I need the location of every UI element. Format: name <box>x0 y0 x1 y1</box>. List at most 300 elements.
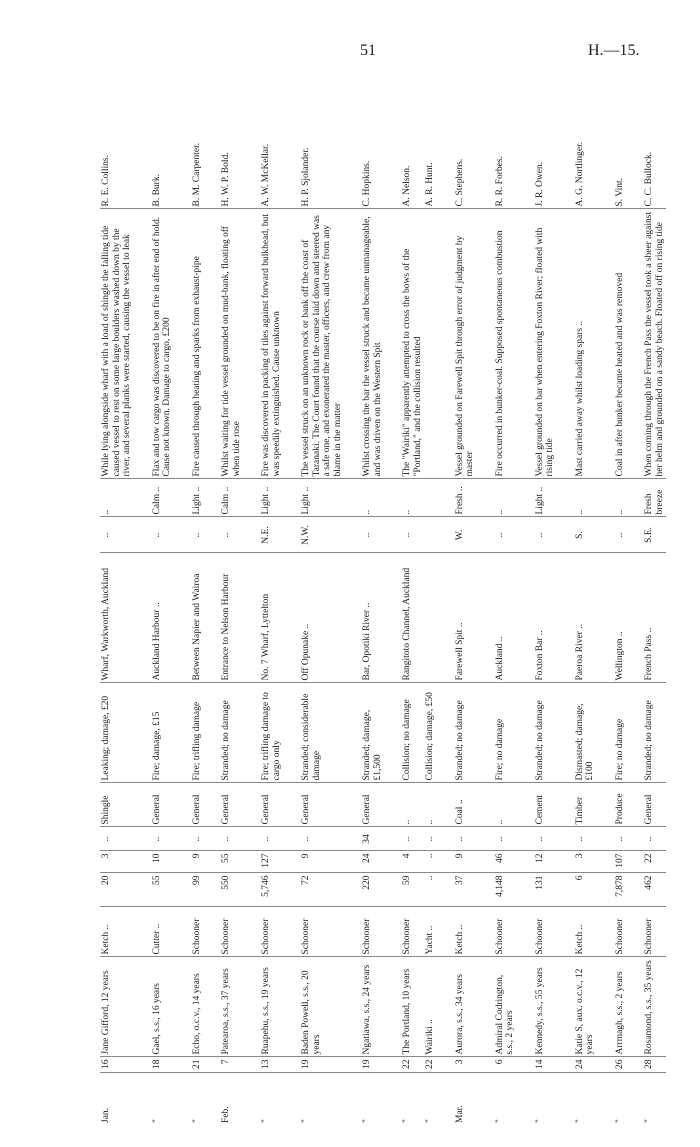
spacer-cell <box>557 957 574 1057</box>
vessel-cell: The Portland, 10 years <box>401 957 424 1057</box>
spacer-cell <box>283 827 300 851</box>
vessel-cell: Wairiki .. <box>424 957 437 1057</box>
spacer-cell <box>626 1073 643 1125</box>
spacer-cell <box>203 1073 220 1125</box>
day-cell: 19 <box>361 1057 384 1073</box>
spacer-cell <box>283 479 300 517</box>
spacer-cell <box>203 553 220 683</box>
force-cell <box>424 479 437 517</box>
spacer-cell <box>384 479 401 517</box>
crew-cell: 3 <box>574 851 597 873</box>
passengers-cell: .. <box>191 827 204 851</box>
spacer-cell <box>134 907 151 957</box>
rig-cell: Schooner <box>361 907 384 957</box>
day-cell: 22 <box>401 1057 424 1073</box>
row-spacer <box>626 65 643 1125</box>
crew-cell: 4 <box>401 851 424 873</box>
spacer-cell <box>283 957 300 1057</box>
vessel-cell: Rosamond, s.s., 35 years <box>643 957 666 1057</box>
spacer-cell <box>597 1073 614 1125</box>
spacer-cell <box>174 65 191 209</box>
wind-cell: .. <box>100 517 134 553</box>
spacer-cell <box>626 209 643 479</box>
spacer-cell <box>626 851 643 873</box>
spacer-cell <box>477 1073 494 1125</box>
cause-cell: Fire occurred in bunker-coal. Supposed spontaneous combustion <box>494 209 517 479</box>
spacer-cell <box>174 783 191 827</box>
wind-cell: .. <box>220 517 243 553</box>
rig-cell: Ketch .. <box>100 907 134 957</box>
spacer-cell <box>557 907 574 957</box>
spacer-cell <box>557 209 574 479</box>
spacer-cell <box>344 873 361 907</box>
damage-cell: Fire; no damage <box>614 683 627 783</box>
row-spacer <box>203 65 220 1125</box>
day-cell: 22 <box>424 1057 437 1073</box>
spacer-cell <box>174 517 191 553</box>
spacer-cell <box>517 1073 534 1125</box>
spacer-cell <box>477 553 494 683</box>
spacer-cell <box>243 957 260 1057</box>
spacer-cell <box>134 1073 151 1125</box>
row-spacer <box>597 65 614 1125</box>
spacer-cell <box>243 553 260 683</box>
cargo-cell: General <box>300 783 344 827</box>
cargo-cell: Timber <box>574 783 597 827</box>
vessel-cell: Arrmagh, s.s., 2 years <box>614 957 627 1057</box>
spacer-cell <box>203 209 220 479</box>
day-cell: 6 <box>494 1057 517 1073</box>
day-cell: 14 <box>534 1057 557 1073</box>
cargo-cell: General <box>643 783 666 827</box>
tonnage-cell: .. <box>424 873 437 907</box>
rig-cell: Ketch .. <box>454 907 477 957</box>
tonnage-cell: 59 <box>401 873 424 907</box>
spacer-cell <box>203 827 220 851</box>
tonnage-cell: 220 <box>361 873 384 907</box>
spacer-cell <box>243 1057 260 1073</box>
spacer-cell <box>203 479 220 517</box>
spacer-cell <box>134 827 151 851</box>
tonnage-cell: 550 <box>220 873 243 907</box>
place-cell: Wellington .. <box>614 553 627 683</box>
cause-cell: Flax and tow cargo was discovered to be on fire in after end of hold. Cause not known. Damage to cargo, £200 <box>151 209 174 479</box>
month-cell: " <box>260 1073 283 1125</box>
spacer-cell <box>283 209 300 479</box>
passengers-cell: .. <box>614 827 627 851</box>
spacer-cell <box>437 1073 454 1125</box>
wind-cell: N.W. <box>300 517 344 553</box>
spacer-cell <box>283 65 300 209</box>
series-code: H.—15. <box>588 42 640 59</box>
passengers-cell: .. <box>643 827 666 851</box>
crew-cell: 9 <box>454 851 477 873</box>
spacer-cell <box>203 65 220 209</box>
spacer-cell <box>203 957 220 1057</box>
spacer-cell <box>174 827 191 851</box>
crew-cell: 55 <box>220 851 243 873</box>
spacer-cell <box>134 65 151 209</box>
spacer-cell <box>283 851 300 873</box>
month-cell: " <box>300 1073 344 1125</box>
spacer-cell <box>517 479 534 517</box>
spacer-cell <box>384 827 401 851</box>
rig-cell: Yacht .. <box>424 907 437 957</box>
spacer-cell <box>344 683 361 783</box>
force-cell: .. <box>614 479 627 517</box>
damage-cell: Collision; damage, £50 <box>424 683 437 783</box>
crew-cell: 10 <box>151 851 174 873</box>
day-cell: 26 <box>614 1057 627 1073</box>
spacer-cell <box>384 1073 401 1125</box>
crew-cell: 107 <box>614 851 627 873</box>
inquiry-cell: A. W. McKellar. <box>261 143 271 207</box>
wind-cell <box>424 517 437 553</box>
rig-cell: Cutter .. <box>151 907 174 957</box>
vessel-cell: Echo, o.c.v., 14 years <box>191 957 204 1057</box>
inquiry-cell: B. Burk. <box>151 174 162 207</box>
spacer-cell <box>174 1073 191 1125</box>
spacer-cell <box>517 1057 534 1073</box>
passengers-cell: .. <box>100 827 134 851</box>
spacer-cell <box>477 907 494 957</box>
inquiry-cell: A. Nelson. <box>402 165 412 207</box>
place-cell: Off Opunake .. <box>300 553 344 683</box>
cause-cell: When coming through the French Pass the vessel took a sheer against her helm and grounded on a sandy beach. Floated off on rising tide <box>643 209 666 479</box>
cargo-cell: General <box>361 783 384 827</box>
spacer-cell <box>477 479 494 517</box>
spacer-cell <box>203 1057 220 1073</box>
spacer-cell <box>344 553 361 683</box>
inquiry-cell: R. E. Collins. <box>101 155 111 207</box>
force-cell: Light .. <box>300 479 344 517</box>
spacer-cell <box>626 683 643 783</box>
inquiry-cell: B. M. Carpenter. <box>191 142 202 207</box>
spacer-cell <box>243 907 260 957</box>
table-row <box>424 65 437 1125</box>
month-cell: Feb. <box>220 1073 243 1125</box>
spacer-cell <box>557 553 574 683</box>
spacer-cell <box>626 827 643 851</box>
month-cell: " <box>643 1073 666 1125</box>
cause-cell: Fire was discovered in packing of tiles against forward bulkhead, but was speedily extinguished. Cause unknown <box>260 209 283 479</box>
table-row <box>614 65 627 1125</box>
force-cell: .. <box>100 479 134 517</box>
place-cell: Foxton Bar .. <box>534 553 557 683</box>
cargo-cell: Cement <box>534 783 557 827</box>
row-spacer <box>517 65 534 1125</box>
place-cell: Bar, Opotiki River .. <box>361 553 384 683</box>
day-cell: 24 <box>574 1057 597 1073</box>
month-cell: " <box>614 1073 627 1125</box>
rig-cell: Schooner <box>494 907 517 957</box>
row-spacer <box>174 65 191 1125</box>
spacer-cell <box>477 1057 494 1073</box>
tonnage-cell: 131 <box>534 873 557 907</box>
tonnage-cell: 99 <box>191 873 204 907</box>
place-cell: Entrance to Nelson Harbour <box>220 553 243 683</box>
spacer-cell <box>437 553 454 683</box>
crew-cell: 22 <box>643 851 666 873</box>
spacer-cell <box>134 479 151 517</box>
day-cell: 7 <box>220 1057 243 1073</box>
force-cell: .. <box>401 479 424 517</box>
cargo-cell: Coal .. <box>454 783 477 827</box>
passengers-cell: .. <box>534 827 557 851</box>
table-row <box>534 65 557 1125</box>
spacer-cell <box>597 517 614 553</box>
spacer-cell <box>437 827 454 851</box>
table-body <box>100 65 666 1125</box>
inquiry-cell: H. P. Sjolander. <box>301 147 311 207</box>
spacer-cell <box>283 553 300 683</box>
row-spacer <box>437 65 454 1125</box>
spacer-cell <box>437 479 454 517</box>
spacer-cell <box>243 851 260 873</box>
spacer-cell <box>597 851 614 873</box>
table-row <box>151 65 174 1125</box>
spacer-cell <box>134 783 151 827</box>
cause-cell: Coal in after bunker became heated and was removed <box>614 209 627 479</box>
cause-cell: Fire caused through heating and sparks from exhaust-pipe <box>191 209 204 479</box>
spacer-cell <box>517 683 534 783</box>
spacer-cell <box>626 65 643 209</box>
spacer-cell <box>174 851 191 873</box>
spacer-cell <box>477 783 494 827</box>
spacer-cell <box>384 851 401 873</box>
spacer-cell <box>174 553 191 683</box>
table-row <box>260 65 283 1125</box>
rig-cell: Schooner <box>643 907 666 957</box>
force-cell: Light .. <box>534 479 557 517</box>
cause-cell: Vessel grounded on Farewell Spit through error of judgment by master <box>454 209 477 479</box>
damage-cell: Stranded; no damage <box>454 683 477 783</box>
row-spacer <box>557 65 574 1125</box>
spacer-cell <box>557 1057 574 1073</box>
inquiry-cell: A. R. Hunt. <box>425 162 435 207</box>
rig-cell: Schooner <box>300 907 344 957</box>
spacer-cell <box>517 827 534 851</box>
vessel-cell: Gael, s.s., 16 years <box>151 957 174 1057</box>
spacer-cell <box>557 517 574 553</box>
spacer-cell <box>174 957 191 1057</box>
spacer-cell <box>384 907 401 957</box>
month-cell: Jan. <box>100 1073 134 1125</box>
spacer-cell <box>243 783 260 827</box>
crew-cell: 9 <box>191 851 204 873</box>
rig-cell: Schooner <box>534 907 557 957</box>
spacer-cell <box>203 873 220 907</box>
spacer-cell <box>477 827 494 851</box>
crew-cell: 12 <box>534 851 557 873</box>
spacer-cell <box>384 517 401 553</box>
spacer-cell <box>344 851 361 873</box>
spacer-cell <box>557 479 574 517</box>
spacer-cell <box>174 683 191 783</box>
rig-cell: Schooner <box>191 907 204 957</box>
passengers-cell: .. <box>401 827 424 851</box>
passengers-cell: .. <box>300 827 344 851</box>
damage-cell: Stranded; no damage <box>220 683 243 783</box>
spacer-cell <box>134 683 151 783</box>
spacer-cell <box>597 907 614 957</box>
spacer-cell <box>134 1057 151 1073</box>
spacer-cell <box>243 1073 260 1125</box>
spacer-cell <box>203 907 220 957</box>
spacer-cell <box>437 957 454 1057</box>
wind-cell: .. <box>534 517 557 553</box>
damage-cell: Fire; trifling damage <box>191 683 204 783</box>
force-cell: Fresh .. <box>454 479 477 517</box>
spacer-cell <box>437 683 454 783</box>
spacer-cell <box>437 783 454 827</box>
spacer-cell <box>344 957 361 1057</box>
passengers-cell: .. <box>574 827 597 851</box>
spacer-cell <box>517 957 534 1057</box>
month-cell: " <box>494 1073 517 1125</box>
page-number: 51 <box>360 42 376 59</box>
wind-cell: .. <box>151 517 174 553</box>
spacer-cell <box>203 851 220 873</box>
row-spacer <box>344 65 361 1125</box>
place-cell: No. 7 Wharf, Lyttelton <box>260 553 283 683</box>
spacer-cell <box>517 851 534 873</box>
damage-cell: Stranded; no damage <box>643 683 666 783</box>
spacer-cell <box>626 873 643 907</box>
inquiry-cell: H. W. P. Bold. <box>221 152 231 207</box>
spacer-cell <box>384 683 401 783</box>
spacer-cell <box>384 783 401 827</box>
spacer-cell <box>597 553 614 683</box>
tonnage-cell: 55 <box>151 873 174 907</box>
spacer-cell <box>283 683 300 783</box>
spacer-cell <box>626 553 643 683</box>
month-cell: " <box>151 1073 174 1125</box>
vessel-cell: Baden Powell, s.s., 20 years <box>300 957 344 1057</box>
inquiry-cell: C. Hopkins. <box>362 160 372 207</box>
row-spacer <box>384 65 401 1125</box>
passengers-cell: .. <box>151 827 174 851</box>
spacer-cell <box>557 683 574 783</box>
day-cell: 28 <box>643 1057 666 1073</box>
day-cell: 21 <box>191 1057 204 1073</box>
spacer-cell <box>597 209 614 479</box>
spacer-cell <box>597 683 614 783</box>
month-cell: " <box>401 1073 424 1125</box>
damage-cell: Fire; no damage <box>494 683 517 783</box>
spacer-cell <box>344 479 361 517</box>
vessel-cell: Ngatiawa, s.s., 24 years <box>361 957 384 1057</box>
passengers-cell: .. <box>220 827 243 851</box>
month-cell: Mar. <box>454 1073 477 1125</box>
spacer-cell <box>344 65 361 209</box>
table-row <box>220 65 243 1125</box>
spacer-cell <box>283 783 300 827</box>
passengers-cell: 34 <box>361 827 384 851</box>
spacer-cell <box>174 209 191 479</box>
spacer-cell <box>283 1073 300 1125</box>
spacer-cell <box>557 827 574 851</box>
spacer-cell <box>437 65 454 209</box>
cargo-cell: General <box>191 783 204 827</box>
cargo-cell: .. <box>401 783 424 827</box>
cause-cell: The vessel struck on an unknown rock or bank off the coast of Taranaki. The Court found that the course laid down and steered was a safe one, and exonerated the master, officers, and crew from any blame in the matter <box>300 209 344 479</box>
damage-cell: Stranded; damage, £1,500 <box>361 683 384 783</box>
cause-cell: Whilst waiting for tide vessel grounded on mud-bank, floating off when tide rose <box>220 209 243 479</box>
spacer-cell <box>243 517 260 553</box>
spacer-cell <box>597 783 614 827</box>
spacer-cell <box>437 851 454 873</box>
cargo-cell: .. <box>494 783 517 827</box>
spacer-cell <box>557 783 574 827</box>
place-cell: Auckland Harbour .. <box>151 553 174 683</box>
spacer-cell <box>626 479 643 517</box>
row-spacer <box>134 65 151 1125</box>
cause-cell: While lying alongside wharf with a load of shingle the falling tide caused vessel to rest on some large boulders washed down by the river, and several planks were started, causing the vessel to leak <box>100 209 134 479</box>
crew-cell: 9 <box>300 851 344 873</box>
spacer-cell <box>174 479 191 517</box>
tonnage-cell: 7,878 <box>614 873 627 907</box>
spacer-cell <box>243 683 260 783</box>
passengers-cell: .. <box>424 827 437 851</box>
spacer-cell <box>174 873 191 907</box>
place-cell: French Pass .. <box>643 553 666 683</box>
spacer-cell <box>557 1073 574 1125</box>
spacer-cell <box>283 907 300 957</box>
spacer-cell <box>557 851 574 873</box>
spacer-cell <box>384 957 401 1057</box>
spacer-cell <box>203 517 220 553</box>
spacer-cell <box>243 209 260 479</box>
table-row <box>191 65 204 1125</box>
damage-cell: Fire; trifling damage to cargo only <box>260 683 283 783</box>
inquiry-cell: S. Vint. <box>614 177 625 207</box>
wind-cell: S. <box>574 517 597 553</box>
month-cell: " <box>361 1073 384 1125</box>
rig-cell: Ketch .. <box>574 907 597 957</box>
cargo-cell: General <box>151 783 174 827</box>
vessel-cell: Jane Gifford, 12 years <box>100 957 134 1057</box>
row-spacer <box>283 65 300 1125</box>
damage-cell: Leaking; damage, £20 <box>100 683 134 783</box>
table-row <box>401 65 424 1125</box>
tonnage-cell: 37 <box>454 873 477 907</box>
rig-cell: Schooner <box>220 907 243 957</box>
inquiry-cell: C. Stephens. <box>454 158 465 207</box>
spacer-cell <box>283 517 300 553</box>
damage-cell: Stranded; no damage <box>534 683 557 783</box>
spacer-cell <box>597 65 614 209</box>
row-spacer <box>243 65 260 1125</box>
wind-cell: .. <box>191 517 204 553</box>
spacer-cell <box>517 873 534 907</box>
place-cell <box>424 553 437 683</box>
table-row <box>300 65 344 1125</box>
spacer-cell <box>344 783 361 827</box>
cargo-cell: Produce <box>614 783 627 827</box>
spacer-cell <box>517 907 534 957</box>
crew-cell: 3 <box>100 851 134 873</box>
tonnage-cell: 72 <box>300 873 344 907</box>
cargo-cell: General <box>220 783 243 827</box>
spacer-cell <box>134 209 151 479</box>
passengers-cell: .. <box>494 827 517 851</box>
spacer-cell <box>384 1057 401 1073</box>
tonnage-cell: 6 <box>574 873 597 907</box>
spacer-cell <box>174 1057 191 1073</box>
table-row <box>100 65 134 1125</box>
wind-cell: N.E. <box>260 517 283 553</box>
